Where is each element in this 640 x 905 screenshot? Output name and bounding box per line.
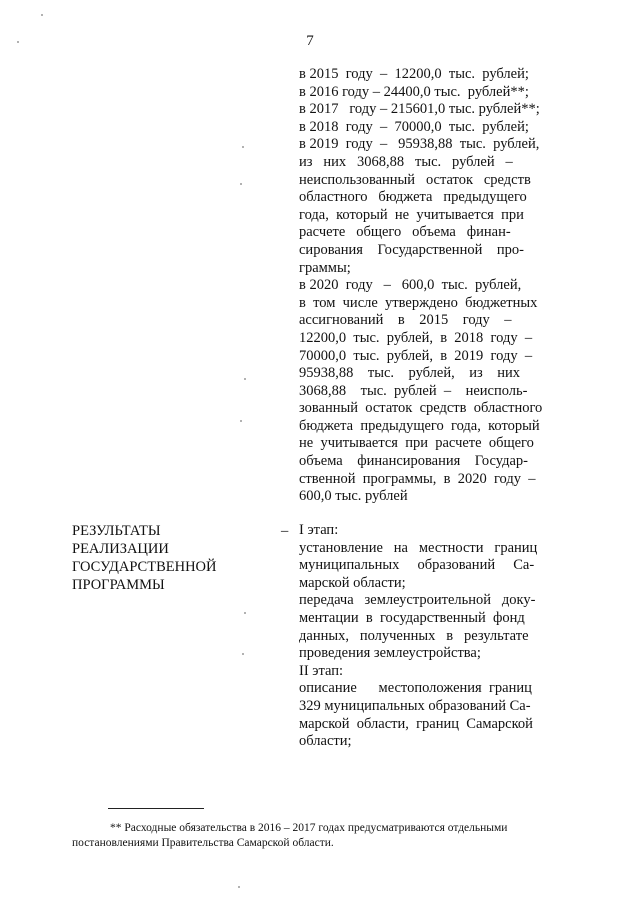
- funding-line: в 2015 году – 12200,0 тыс. рублей;: [299, 66, 529, 82]
- funding-line: расчете общего объема финан-: [299, 224, 511, 241]
- results-line: описание местоположения границ: [299, 680, 532, 697]
- funding-line: неиспользованный остаток средств: [299, 171, 531, 188]
- scan-speck: [242, 146, 244, 148]
- section-label-line: ГОСУДАРСТВЕННОЙ: [72, 559, 217, 575]
- funding-line: года, который не учитывается при: [299, 206, 524, 223]
- funding-line: в 2016 году – 24400,0 тыс. рублей**;: [299, 83, 529, 100]
- footnote-separator: [108, 808, 204, 809]
- footnote: [72, 821, 558, 851]
- scan-speck: [17, 41, 19, 43]
- section-label-line: РЕАЛИЗАЦИИ: [72, 541, 169, 557]
- scan-speck: [41, 14, 43, 16]
- funding-line: не учитывается при расчете общего: [299, 435, 534, 452]
- funding-line: 12200,0 тыс. рублей, в 2018 году –: [299, 329, 533, 346]
- funding-line: объема финансирования Государ-: [299, 453, 528, 470]
- results-line: I этап:: [299, 522, 339, 538]
- funding-line: граммы;: [299, 259, 351, 276]
- results-line: марской области, границ Самарской: [299, 715, 533, 732]
- scan-speck: [242, 653, 244, 655]
- funding-line: 70000,0 тыс. рублей, в 2019 году –: [299, 347, 533, 364]
- section-label-line: РЕЗУЛЬТАТЫ: [72, 523, 161, 539]
- results-line: марской области;: [299, 574, 406, 591]
- footnote-line: ** Расходные обязательства в 2016 – 2017 годах предусматриваются отдельными: [110, 822, 508, 834]
- funding-line: бюджета предыдущего года, который: [299, 417, 540, 434]
- results-line: области;: [299, 733, 352, 750]
- results-line: II этап:: [299, 662, 344, 679]
- funding-line: в 2019 году – 95938,88 тыс. рублей,: [299, 136, 540, 153]
- section-dash: –: [281, 523, 289, 539]
- results-line: муниципальных образований Са-: [299, 557, 535, 574]
- results-line: установление на местности границ: [299, 539, 538, 556]
- funding-line: сирования Государственной про-: [299, 241, 524, 258]
- page-number: 7: [306, 33, 314, 49]
- funding-line: областного бюджета предыдущего: [299, 189, 527, 206]
- results-line: передача землеустроительной доку-: [299, 592, 536, 609]
- scan-speck: [240, 420, 242, 422]
- section-label-results: [72, 522, 272, 594]
- funding-line: из них 3068,88 тыс. рублей –: [299, 153, 513, 170]
- funding-line: ственной программы, в 2020 году –: [299, 470, 536, 487]
- scan-speck: [240, 183, 242, 185]
- funding-line: в 2020 году – 600,0 тыс. рублей,: [299, 277, 522, 294]
- scan-speck: [244, 612, 246, 614]
- section-label-line: ПРОГРАММЫ: [72, 577, 165, 593]
- funding-line: в 2018 году – 70000,0 тыс. рублей;: [299, 118, 529, 135]
- results-line: 329 муниципальных образований Са-: [299, 697, 531, 714]
- funding-line: ассигнований в 2015 году –: [299, 312, 512, 329]
- funding-text-block: [299, 66, 554, 506]
- funding-line: 600,0 тыс. рублей: [299, 488, 408, 505]
- funding-line: в том числе утверждено бюджетных: [299, 294, 538, 311]
- results-text-block: [299, 522, 554, 751]
- footnote-line: постановлениями Правительства Самарской области.: [72, 837, 334, 849]
- funding-line: 95938,88 тыс. рублей, из них: [299, 365, 520, 382]
- funding-line: в 2017 году – 215601,0 тыс. рублей**;: [299, 101, 540, 118]
- results-line: ментации в государственный фонд: [299, 609, 525, 626]
- results-line: данных, полученных в результате: [299, 627, 529, 644]
- results-line: проведения землеустройства;: [299, 645, 481, 662]
- funding-line: 3068,88 тыс. рублей – неисполь-: [299, 382, 528, 399]
- funding-line: зованный остаток средств областного: [299, 400, 543, 417]
- scan-speck: [238, 886, 240, 888]
- scan-speck: [244, 378, 246, 380]
